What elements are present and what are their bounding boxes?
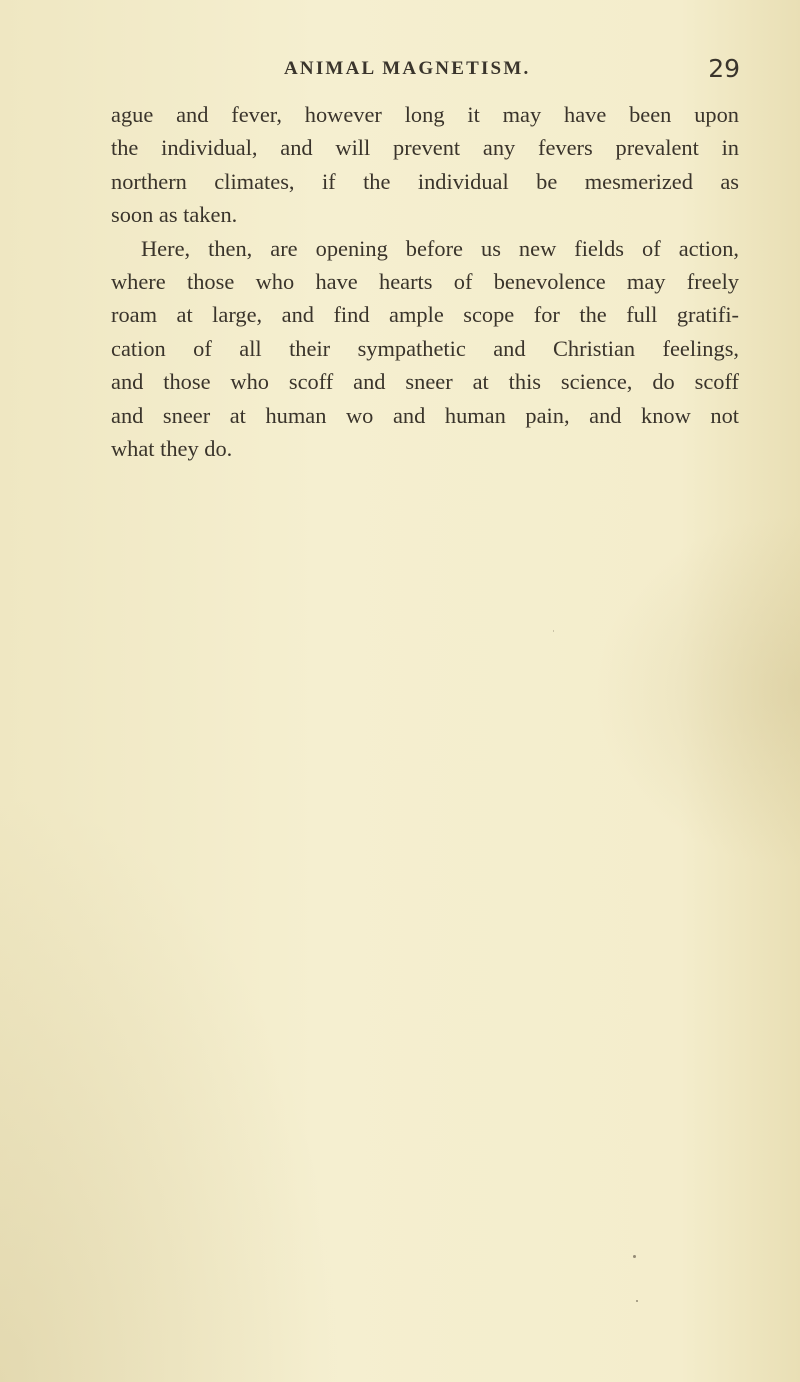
- page-number: 29: [708, 54, 740, 83]
- text-line: and those who scoff and sneer at this science, do scoff: [111, 369, 739, 395]
- text-line: ague and fever, however long it may have been upon: [111, 102, 739, 127]
- paper-speck: [636, 1300, 638, 1302]
- text-line: soon as taken.: [111, 202, 238, 228]
- text-line: the individual, and will prevent any fevers prevalent in: [111, 135, 739, 161]
- text-line: northern climates, if the individual be mesmerized as: [111, 168, 739, 194]
- paper-speck: [553, 630, 554, 632]
- paper-speck: [633, 1255, 636, 1258]
- running-head: [110, 54, 740, 88]
- running-title: ANIMAL MAGNETISM.: [284, 58, 531, 79]
- text-line: where those who have hearts of benevolence may freely: [111, 269, 739, 295]
- paragraph-first-line: Here, then, are opening before us new fields of action,: [141, 235, 739, 261]
- text-line: and sneer at human wo and human pain, and know not: [111, 402, 739, 428]
- body-text: [111, 98, 739, 465]
- text-line: roam at large, and find ample scope for the full gratifi-: [111, 302, 739, 328]
- text-line: what they do.: [111, 436, 233, 462]
- text-line: cation of all their sympathetic and Christian feelings,: [111, 335, 739, 361]
